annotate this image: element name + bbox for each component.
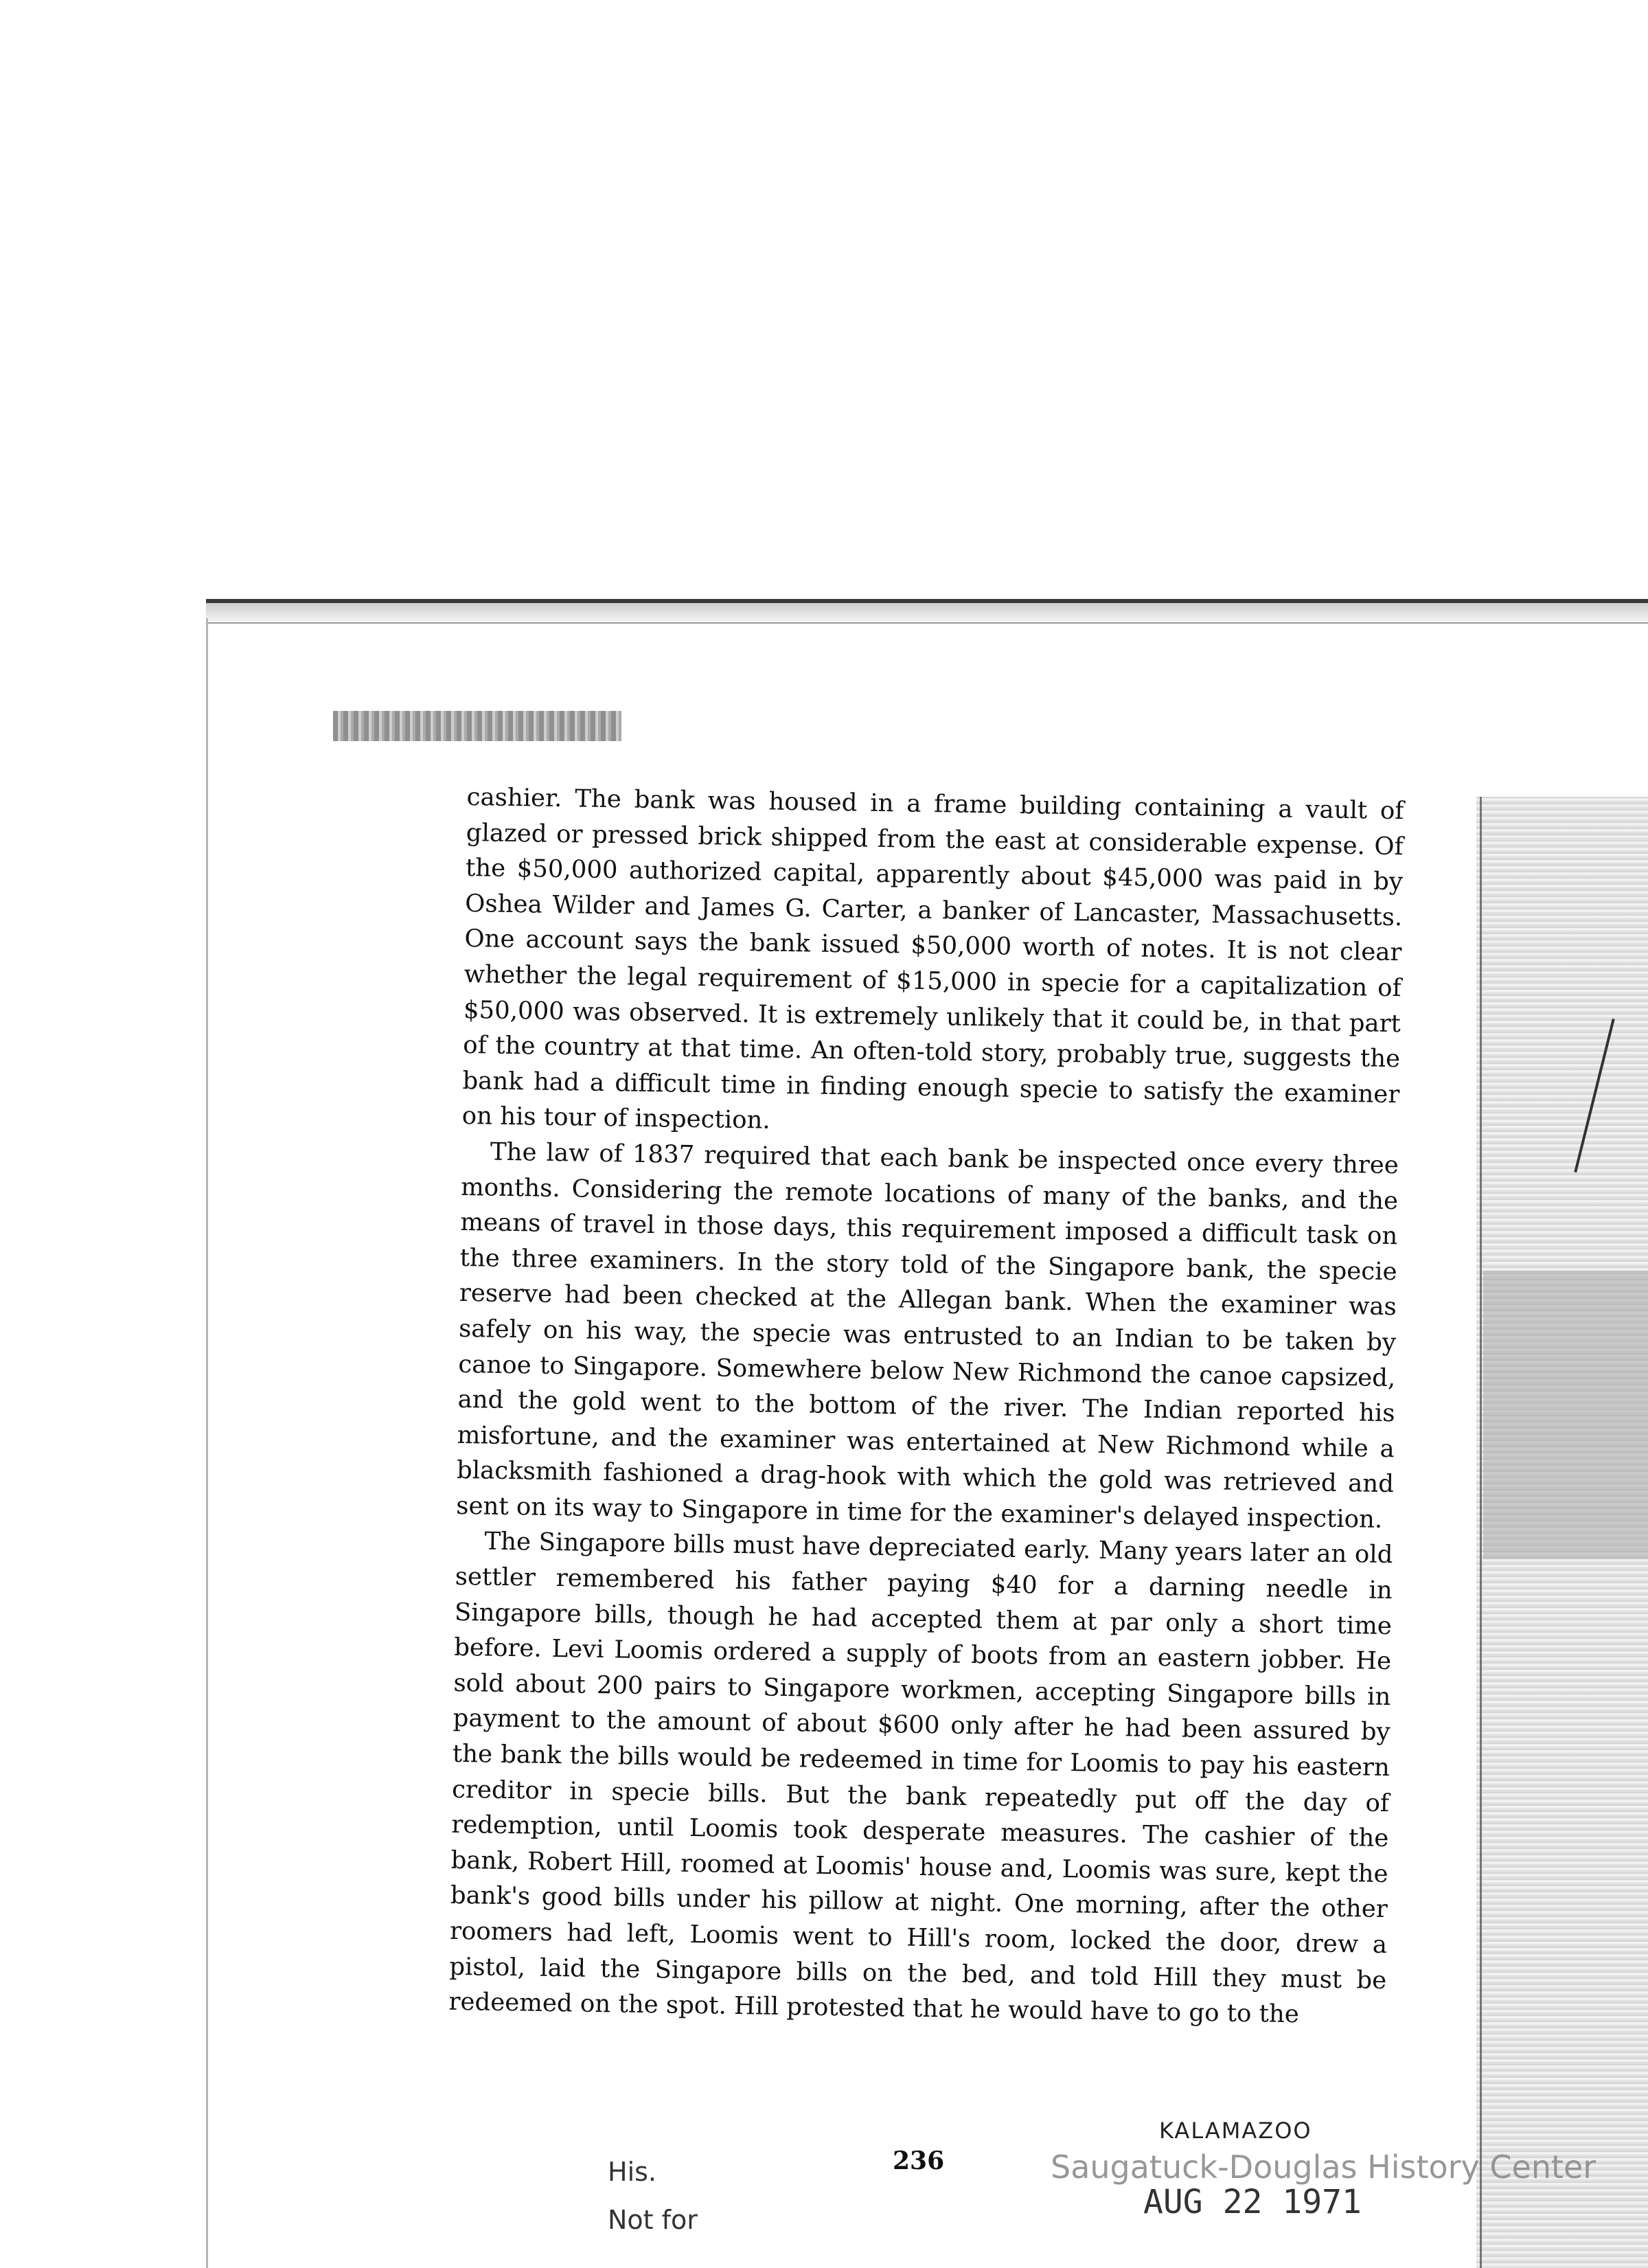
strip-divider (1480, 797, 1482, 2268)
stamp-fragment: His. (608, 2157, 657, 2187)
stamp-fragment: Not for (608, 2205, 698, 2235)
header-smudge (333, 711, 621, 741)
article-body (448, 780, 1404, 2034)
paragraph: The law of 1837 required that each bank be inspected once every three months. Considering the remote locations of many of the banks, and the means of travel in those days, this requirement imposed a difficult task on the three examiners. In the story told of the Singapore bank, the specie reserve had been checked at the Allegan bank. When the examiner was safely on his way, the specie was entrusted to an Indian to be taken by canoe to Singapore. Somewhere below New Richmond the canoe capsized, and the gold went to the bottom of the river. The Indian reported his misfortune, and the examiner was entertained at New Richmond while a blacksmith fashioned a drag-hook with which the gold was retrieved and sent on its way to Singapore in time for the examiner's delayed inspection. (456, 1137, 1399, 1534)
page-number: 236 (893, 2146, 945, 2175)
paragraph: cashier. The bank was housed in a frame building containing a vault of glazed or pressed brick shipped from the east at considerable expense. Of the $50,000 authorized capital, apparently about $45,000 was paid in by Oshea Wilder and James G. Carter, a banker of Lancaster, Massachusetts. One account says the bank issued $50,000 worth of notes. It is not clear whether the legal requirement of $15,000 in specie for a capitalization of $50,000 was observed. It is extremely unlikely that it could be, in that part of the country at that time. An often-told story, probably true, suggests the bank had a difficult time in finding enough specie to satisfy the examiner on his tour of inspection. (461, 782, 1404, 1135)
scan-top-edge (206, 599, 1648, 624)
watermark: Saugatuck-Douglas History Center (1051, 2148, 1596, 2186)
stamp-place: KALAMAZOO (1159, 2118, 1312, 2144)
strip-dark-block (1483, 1271, 1648, 1559)
paragraph: The Singapore bills must have depreciated early. Many years later an old settler remembered his father paying $40 for a darning needle in Singapore bills, though he had accepted them at par only a short time before. Levi Loomis ordered a supply of boots from an eastern jobber. He sold about 200 pairs to Singapore workmen, accepting Singapore bills in payment to the amount of about $600 only after he had been assured by the bank the bills would be redeemed in time for Loomis to pay his eastern creditor in specie bills. But the bank repeatedly put off the day of redemption, until Loomis took desperate measures. The cashier of the bank, Robert Hill, roomed at Loomis' house and, Loomis was sure, kept the bank's good bills under his pillow at night. One morning, after the other roomers had left, Loomis went to Hill's room, locked the door, drew a pistol, laid the Singapore bills on the bed, and told Hill they must be redeemed on the spot. Hill protested that he would have to go to the (448, 1527, 1393, 2029)
scan-left-edge (206, 618, 270, 2268)
stamp-date: AUG 22 1971 (1143, 2183, 1362, 2221)
